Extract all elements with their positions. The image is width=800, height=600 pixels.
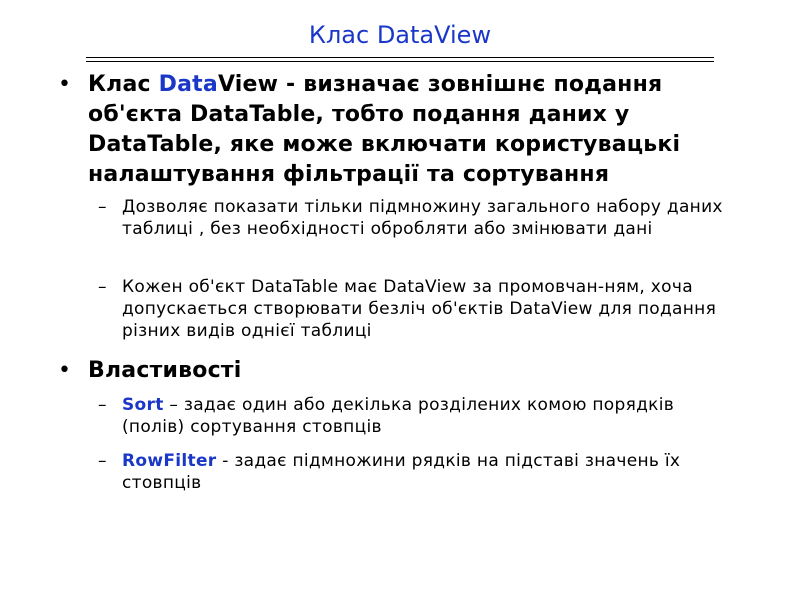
- title-rule-top: [86, 57, 714, 58]
- property-desc-rowfilter: - задає підмножини рядків на підставі значень їх стовпців: [122, 451, 681, 493]
- subbullet-subset: [98, 196, 738, 240]
- bullet-text: Властивості: [88, 358, 242, 383]
- bullet-rest: View - визначає зовнішнє подання об'єкта DataTable, тобто подання даних у DataTable, яке може включати користувацькі налаштування фільтрації та сортування: [88, 72, 681, 187]
- property-name-sort: Sort: [122, 395, 164, 415]
- property-name-rowfilter: RowFilter: [122, 451, 217, 471]
- subbullet-text: Дозволяє показати тільки підмножину загального набору даних таблиці , без необхідності обробляти або змінювати дані: [122, 197, 723, 239]
- subbullet-text: [122, 394, 738, 438]
- dash-icon: –: [98, 197, 107, 217]
- bullet-icon: •: [58, 358, 71, 383]
- subbullet-sort: [98, 394, 738, 438]
- subbullet-text: [122, 450, 738, 494]
- dash-icon: –: [98, 395, 107, 415]
- bullet-accent: Data: [158, 72, 218, 97]
- bullet-dataview-description: [58, 70, 748, 190]
- subbullet-default-view: [98, 276, 738, 342]
- bullet-properties: [58, 356, 748, 386]
- bullet-icon: •: [58, 72, 71, 97]
- dash-icon: –: [98, 451, 107, 471]
- subbullet-rowfilter: [98, 450, 738, 494]
- bullet-text: [88, 70, 748, 190]
- title-rule-bottom: [86, 61, 714, 62]
- subbullet-text: Кожен об'єкт DataTable має DataView за промовчан-ням, хоча допускається створювати безліч об'єктів DataView для подання різних видів однієї таблиці: [122, 277, 717, 341]
- slide-title: Клас DataView: [308, 21, 492, 49]
- bullet-prefix: Клас: [88, 72, 159, 97]
- property-desc-sort: – задає один або декілька розділених комою порядків (полів) сортування стовпців: [122, 395, 675, 437]
- dash-icon: –: [98, 277, 107, 297]
